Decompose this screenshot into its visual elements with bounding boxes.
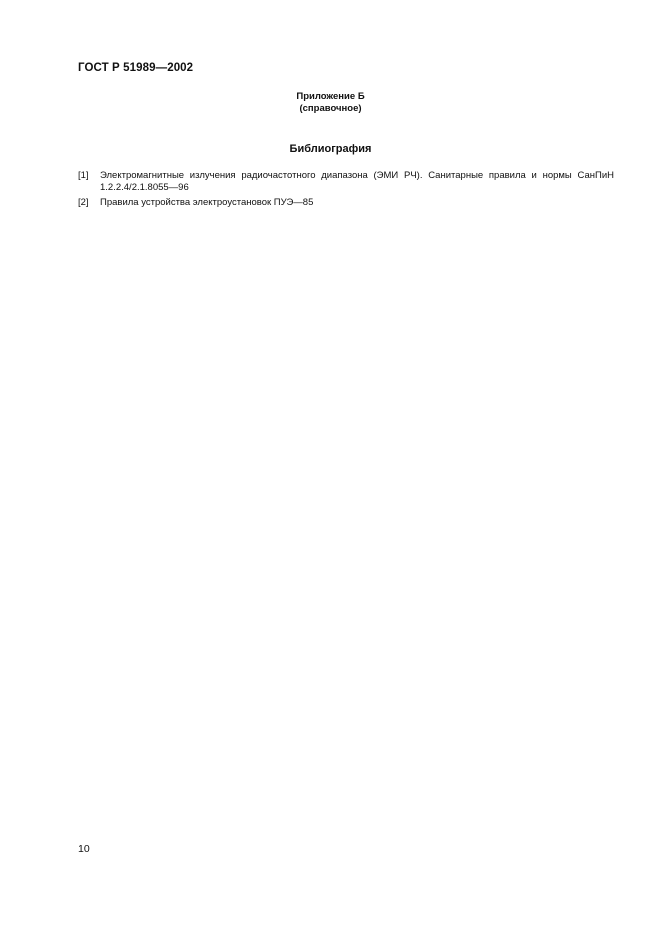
page-number: 10 <box>78 843 90 855</box>
bibliography-list <box>78 170 614 213</box>
reference-text: Правила устройства электроустановок ПУЭ—85 <box>100 197 314 208</box>
reference-text: Электромагнитные излучения радиочастотного диапазона (ЭМИ РЧ). Санитарные правила и нормы СанПиН 1.2.2.4/2.1.8055—96 <box>100 170 614 193</box>
bibliography-heading: Библиография <box>289 143 372 155</box>
document-code: ГОСТ Р 51989—2002 <box>78 62 194 74</box>
reference-number: [1] <box>78 170 89 181</box>
bibliography-item <box>78 170 614 193</box>
reference-number: [2] <box>78 197 89 208</box>
appendix-note: (справочное) <box>299 103 362 114</box>
appendix-title: Приложение Б <box>296 91 365 102</box>
bibliography-item <box>78 197 614 209</box>
